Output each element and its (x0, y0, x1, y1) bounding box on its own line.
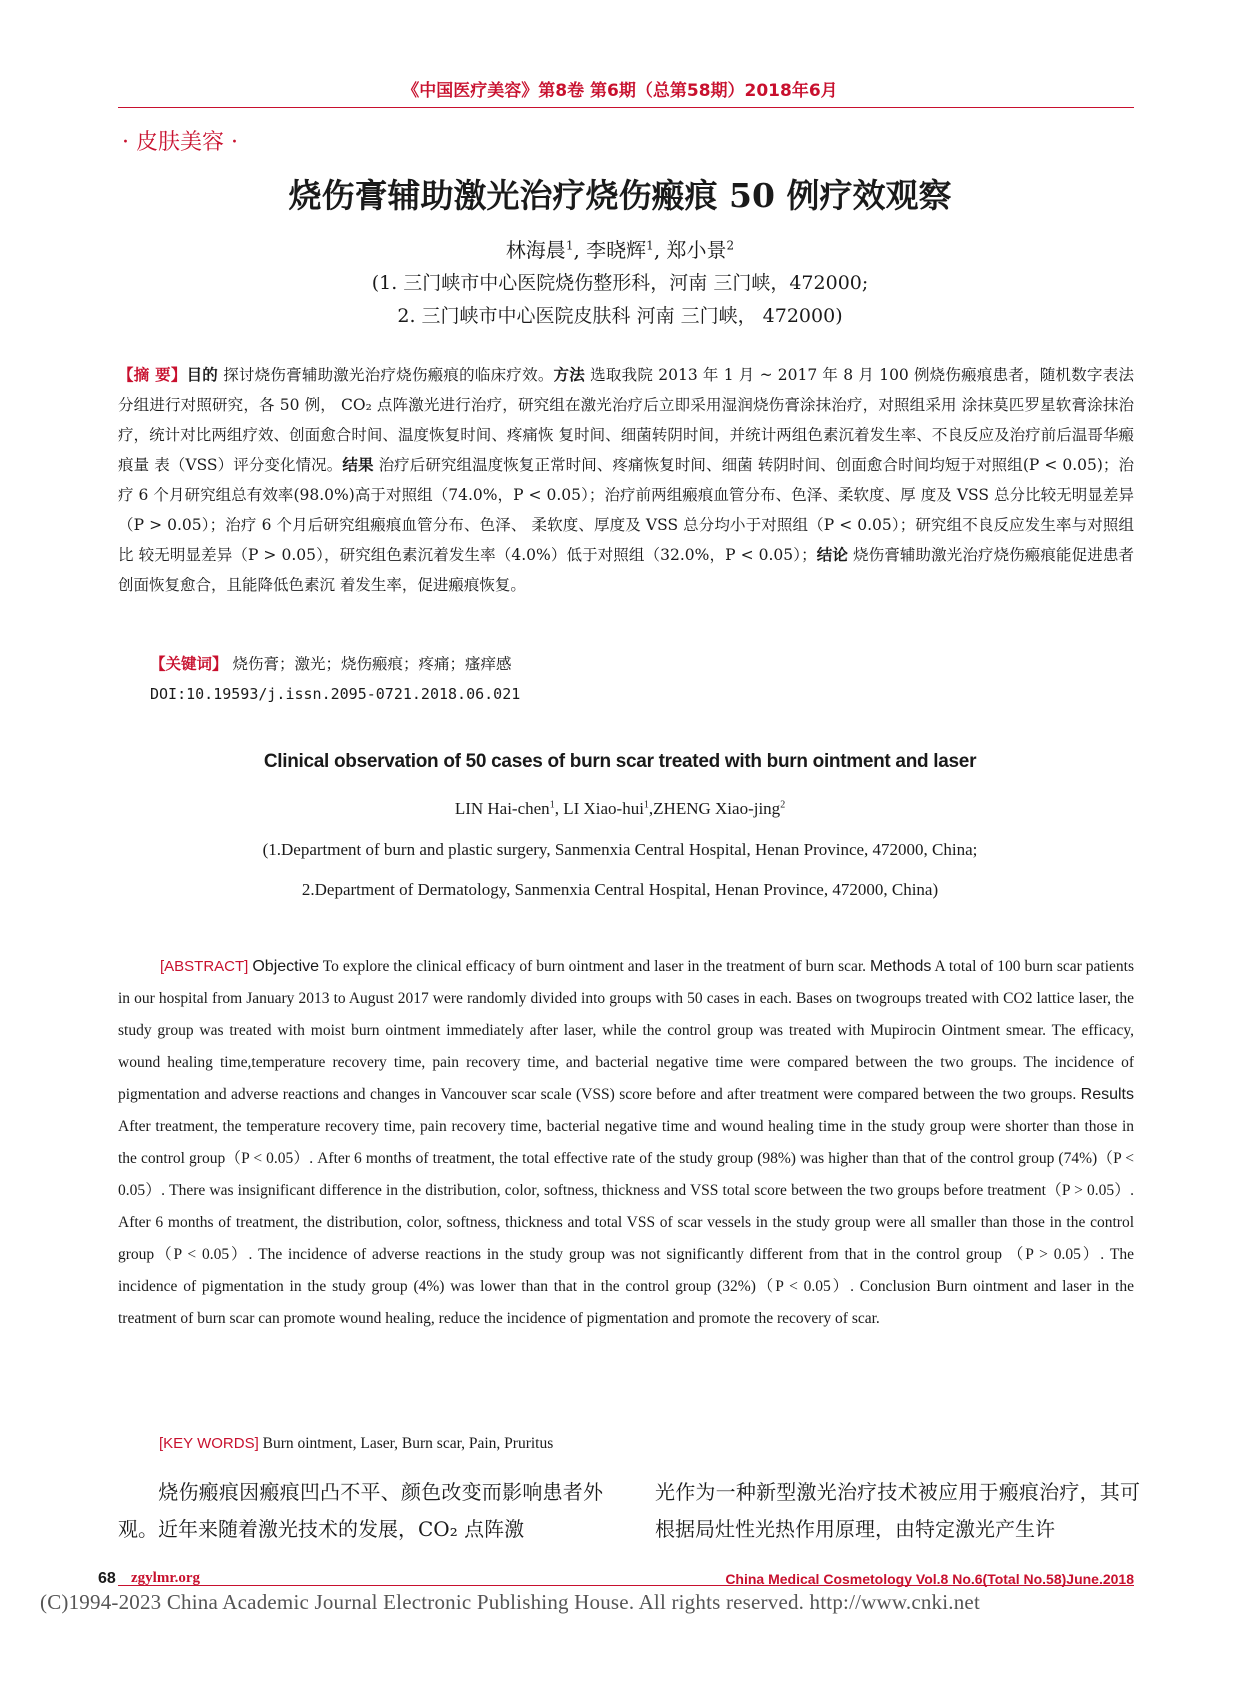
doi: DOI:10.19593/j.issn.2095-0721.2018.06.021 (150, 685, 521, 703)
cn-conclusion-text: 烧伤膏辅助激光治疗烧伤瘢痕能促进患者创面恢复愈合，且能降低色素沉 着发生率，促进瘢痕恢复。 (118, 546, 1134, 594)
cn-conclusion-label: 结论 (816, 546, 848, 564)
cn-results-label: 结果 (342, 456, 374, 474)
en-keywords-text: Burn ointment, Laser, Burn scar, Pain, Pruritus (258, 1435, 554, 1452)
author-affiliation-mark: 2 (726, 238, 735, 253)
footer-journal: China Medical Cosmetology Vol.8 No.6(Total No.58)June.2018 (725, 1571, 1134, 1587)
body-column-left (118, 1474, 603, 1548)
body-text-left: 烧伤瘢痕因瘢痕凹凸不平、颜色改变而影响患者外观。近年来随着激光技术的发展，CO₂ 点阵激 (118, 1480, 603, 1541)
author-name: LI Xiao-hui (563, 799, 644, 818)
copyright-notice: (C)1994-2023 China Academic Journal Electronic Publishing House. All rights reserved. http://www.cnki.net (40, 1590, 980, 1614)
author-affiliation-mark: 1 (646, 238, 654, 253)
section-label: · 皮肤美容 · (122, 130, 238, 155)
en-title: Clinical observation of 50 cases of burn scar treated with burn ointment and laser (263, 751, 977, 772)
separator: , (648, 799, 654, 818)
author-name: 郑小景 (666, 238, 727, 262)
author-affiliation-mark: 1 (565, 238, 574, 253)
author-name: ZHENG Xiao-jing (653, 799, 781, 818)
cn-affiliation-1: (1. 三门峡市中心医院烧伤整形科，河南 三门峡，472000; (371, 272, 869, 294)
en-affiliation-1: (1.Department of burn and plastic surgery, Sanmenxia Central Hospital, Henan Province, 472000, China; (262, 840, 978, 859)
en-results-label: Results (1080, 1086, 1134, 1103)
en-methods-label: Methods (870, 958, 932, 975)
separator: , (573, 238, 587, 262)
cn-affiliation-2: 2. 三门峡市中心医院皮肤科 河南 三门峡， 472000) (397, 305, 843, 327)
en-affiliation-2: 2.Department of Dermatology, Sanmenxia Central Hospital, Henan Province, 472000, China) (301, 880, 939, 899)
en-objective-text: To explore the clinical efficacy of burn ointment and laser in the treatment of burn scar. (319, 958, 871, 975)
cn-methods-text: 选取我院 2013 年 1 月 ~ 2017 年 8 月 100 例烧伤瘢痕患者，随机数字表法分组进行对照研究，各 50 例， CO₂ 点阵激光进行治疗，研究组在激光治疗后立即采用湿润烧伤膏涂抹治疗，对照组采用 涂抹莫匹罗星软膏涂抹治疗，统计对比两组疗效、创面愈合时间、温度恢复时间、疼痛恢 复时间、细菌转阴时间，并统计两组色素沉着发生率、不良反应及治疗前后温哥华瘢痕量 表（VSS）评分变化情况。 (118, 366, 1134, 474)
en-abstract-tag: [ABSTRACT] (160, 958, 249, 975)
author-affiliation-mark: 2 (780, 799, 786, 811)
journal-header: 《中国医疗美容》第8卷 第6期（总第58期）2018年6月 (402, 81, 838, 101)
footer-site-link[interactable]: zgylmr.org (131, 1570, 201, 1586)
author-name: 李晓辉 (586, 238, 647, 262)
cn-keywords-text: 烧伤膏；激光；烧伤瘢痕；疼痛；瘙痒感 (232, 655, 512, 673)
en-results-text: After treatment, the temperature recovery time, pain recovery time, bacterial negative time and wound healing time in the study group were shorter than those in the control group（P < 0.05）. After 6 months of treatment, the total effective rate of the study group (98%) was higher than that of the control group (74%)（P < 0.05）. There was insignificant difference in the distribution, color, softness, thickness and VSS total score between the two groups before treatment（P > 0.05）. After 6 months of treatment, the distribution, color, softness, thickness and total VSS of scar vessels in the study group were all smaller than those in the control group（P < 0.05）. The incidence of adverse reactions in the study group was not significantly different from that in the control group （P > 0.05）. The incidence of pigmentation in the study group (4%) was lower than that in the control group (32%)（P < 0.05）. Conclusion Burn ointment and laser in the treatment of burn scar can promote wound healing, reduce the incidence of pigmentation and promote the recovery of scar. (118, 1118, 1134, 1327)
author-name: LIN Hai-chen (454, 799, 550, 818)
author-name: 林海晨 (505, 238, 566, 262)
cn-title: 烧伤膏辅助激光治疗烧伤瘢痕 50 例疗效观察 (288, 176, 952, 215)
en-keywords (159, 1435, 553, 1453)
cn-methods-label: 方法 (553, 366, 586, 384)
en-abstract (118, 951, 1134, 1335)
en-objective-label: Objective (252, 958, 320, 975)
cn-abstract-tag: 【摘 要】 (118, 366, 187, 384)
body-column-right: 光作为一种新型激光治疗技术被应用于瘢痕治疗，其可根据局灶性光热作用原理，由特定激光产生许 (655, 1480, 1140, 1541)
cn-keywords (150, 652, 511, 674)
cn-abstract (118, 360, 1134, 600)
cn-authors (0, 234, 1240, 263)
page-number: 68 (98, 1570, 116, 1587)
header-divider (118, 107, 1134, 108)
separator: , (554, 799, 564, 818)
en-authors (0, 799, 1240, 819)
cn-objective-label: 目的 (186, 366, 219, 384)
author-affiliation-mark: 1 (643, 799, 649, 811)
cn-keywords-tag: 【关键词】 (150, 655, 228, 673)
cn-objective-text: 探讨烧伤膏辅助激光治疗烧伤瘢痕的临床疗效。 (218, 366, 554, 384)
cn-results-text: 治疗后研究组温度恢复正常时间、疼痛恢复时间、细菌 转阴时间、创面愈合时间均短于对照组(P < 0.05)；治疗 6 个月研究组总有效率(98.0%)高于对照组（74.0%，P < 0.05）；治疗前两组瘢痕血管分布、色泽、柔软度、厚 度及 VSS 总分比较无明显差异（P > 0.05）；治疗 6 个月后研究组瘢痕血管分布、色泽、 柔软度、厚度及 VSS 总分均小于对照组（P < 0.05）；研究组不良反应发生率与对照组比 较无明显差异（P > 0.05），研究组色素沉着发生率（4.0%）低于对照组（32.0%，P < 0.05）； (118, 456, 1134, 564)
en-methods-text: A total of 100 burn scar patients in our hospital from January 2013 to August 2017 were randomly divided into groups with 50 cases in each. Bases on twogroups treated with CO2 lattice laser, the study group was treated with moist burn ointment immediately after laser, while the control group was treated with Mupirocin Ointment smear. The efficacy, wound healing time,temperature recovery time, pain recovery time, and bacterial negative time were compared between the two groups. The incidence of pigmentation and adverse reactions and changes in Vancouver scar scale (VSS) score before and after treatment were compared between the two groups. (118, 958, 1135, 1103)
en-keywords-tag: [KEY WORDS] (159, 1435, 259, 1452)
author-affiliation-mark: 1 (549, 799, 555, 811)
footer-divider (118, 1585, 1134, 1586)
separator: , (653, 238, 667, 262)
